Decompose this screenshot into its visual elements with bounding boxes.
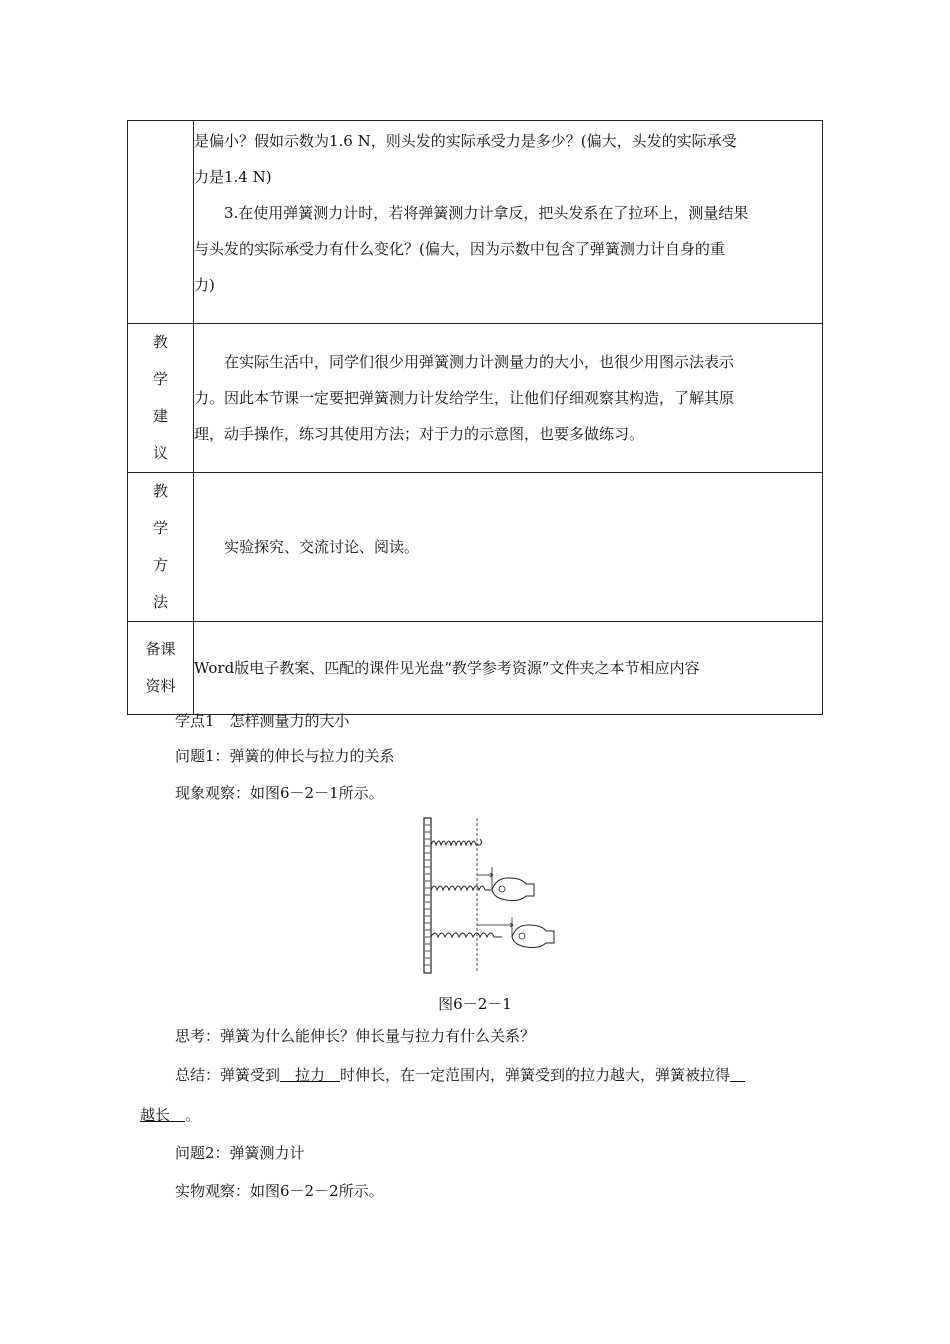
label-char: 学 — [152, 370, 168, 388]
paragraph: 是偏小？假如示数为1.6 N，则头发的实际承受力是多少？(偏大，头发的实际承受 — [194, 132, 737, 150]
summary-text: 总结：弹簧受到 — [175, 1066, 281, 1084]
paragraph: 理，动手操作，练习其使用方法；对于力的示意图，也要多做练习。 — [194, 425, 645, 443]
paragraph: 力是1.4 N) — [194, 168, 272, 186]
summary-text: 时伸长，在一定范围内，弹簧受到的拉力越大，弹簧被拉得 — [340, 1066, 731, 1084]
teaching-method-label — [128, 473, 194, 622]
label-char: 方 — [152, 556, 168, 574]
teaching-method-cell — [194, 473, 823, 622]
teaching-advice-label — [128, 324, 194, 473]
fill-blank: 拉力 — [280, 1066, 341, 1084]
label-char: 资料 — [145, 677, 176, 695]
spring-relaxed — [431, 839, 482, 845]
summary-line-cont — [140, 1104, 200, 1126]
question-heading: 问题1：弹簧的伸长与拉力的关系 — [175, 747, 395, 765]
figure-caption: 图6－2－1 — [438, 995, 512, 1013]
observation-text: 现象观察：如图6－2－1所示。 — [175, 784, 384, 802]
table-row — [128, 324, 823, 473]
spring-stretched — [431, 886, 491, 890]
lesson-table — [127, 120, 823, 715]
ruler-ticks — [425, 825, 430, 965]
label-char: 议 — [152, 444, 168, 462]
wall-bar — [424, 818, 431, 973]
label-char: 教 — [152, 333, 168, 351]
materials-label — [128, 622, 194, 715]
summary-text: 。 — [185, 1106, 201, 1124]
think-text: 思考：弹簧为什么能伸长？伸长量与拉力有什么关系？ — [175, 1027, 536, 1045]
label-char: 备课 — [145, 640, 176, 658]
table-row — [128, 121, 823, 324]
questions-cell — [194, 121, 823, 324]
empty-label-cell — [128, 121, 194, 324]
summary-line — [175, 1064, 745, 1086]
spring-figure — [420, 815, 565, 975]
spring-more-stretched — [431, 933, 502, 937]
table-row — [128, 473, 823, 622]
paragraph: Word版电子教案、匹配的课件见光盘“教学参考资源”文件夹之本节相应内容 — [194, 659, 700, 677]
paragraph: 在实际生活中，同学们很少用弹簧测力计测量力的大小，也很少用图示法表示 — [224, 353, 735, 371]
teaching-advice-cell — [194, 324, 823, 473]
paragraph: 力) — [194, 276, 215, 294]
section-heading: 学点1 怎样测量力的大小 — [175, 712, 350, 730]
label-char: 建 — [152, 407, 168, 425]
observation-text: 实物观察：如图6－2－2所示。 — [175, 1182, 384, 1200]
label-char: 法 — [152, 593, 168, 611]
hand — [492, 878, 534, 901]
question-heading: 问题2：弹簧测力计 — [175, 1144, 305, 1162]
hand — [512, 925, 554, 948]
paragraph: 与头发的实际承受力有什么变化？(偏大，因为示数中包含了弹簧测力计自身的重 — [194, 240, 725, 258]
paragraph: 3.在使用弹簧测力计时，若将弹簧测力计拿反，把头发系在了拉环上，测量结果 — [224, 204, 749, 222]
label-char: 教 — [152, 482, 168, 500]
table-row — [128, 622, 823, 715]
label-char: 学 — [152, 519, 168, 537]
materials-cell — [194, 622, 823, 715]
fill-blank — [730, 1066, 745, 1084]
paragraph: 实验探究、交流讨论、阅读。 — [224, 538, 420, 556]
fill-blank: 越长 — [140, 1106, 186, 1124]
paragraph: 力。因此本节课一定要把弹簧测力计发给学生，让他们仔细观察其构造，了解其原 — [194, 389, 735, 407]
